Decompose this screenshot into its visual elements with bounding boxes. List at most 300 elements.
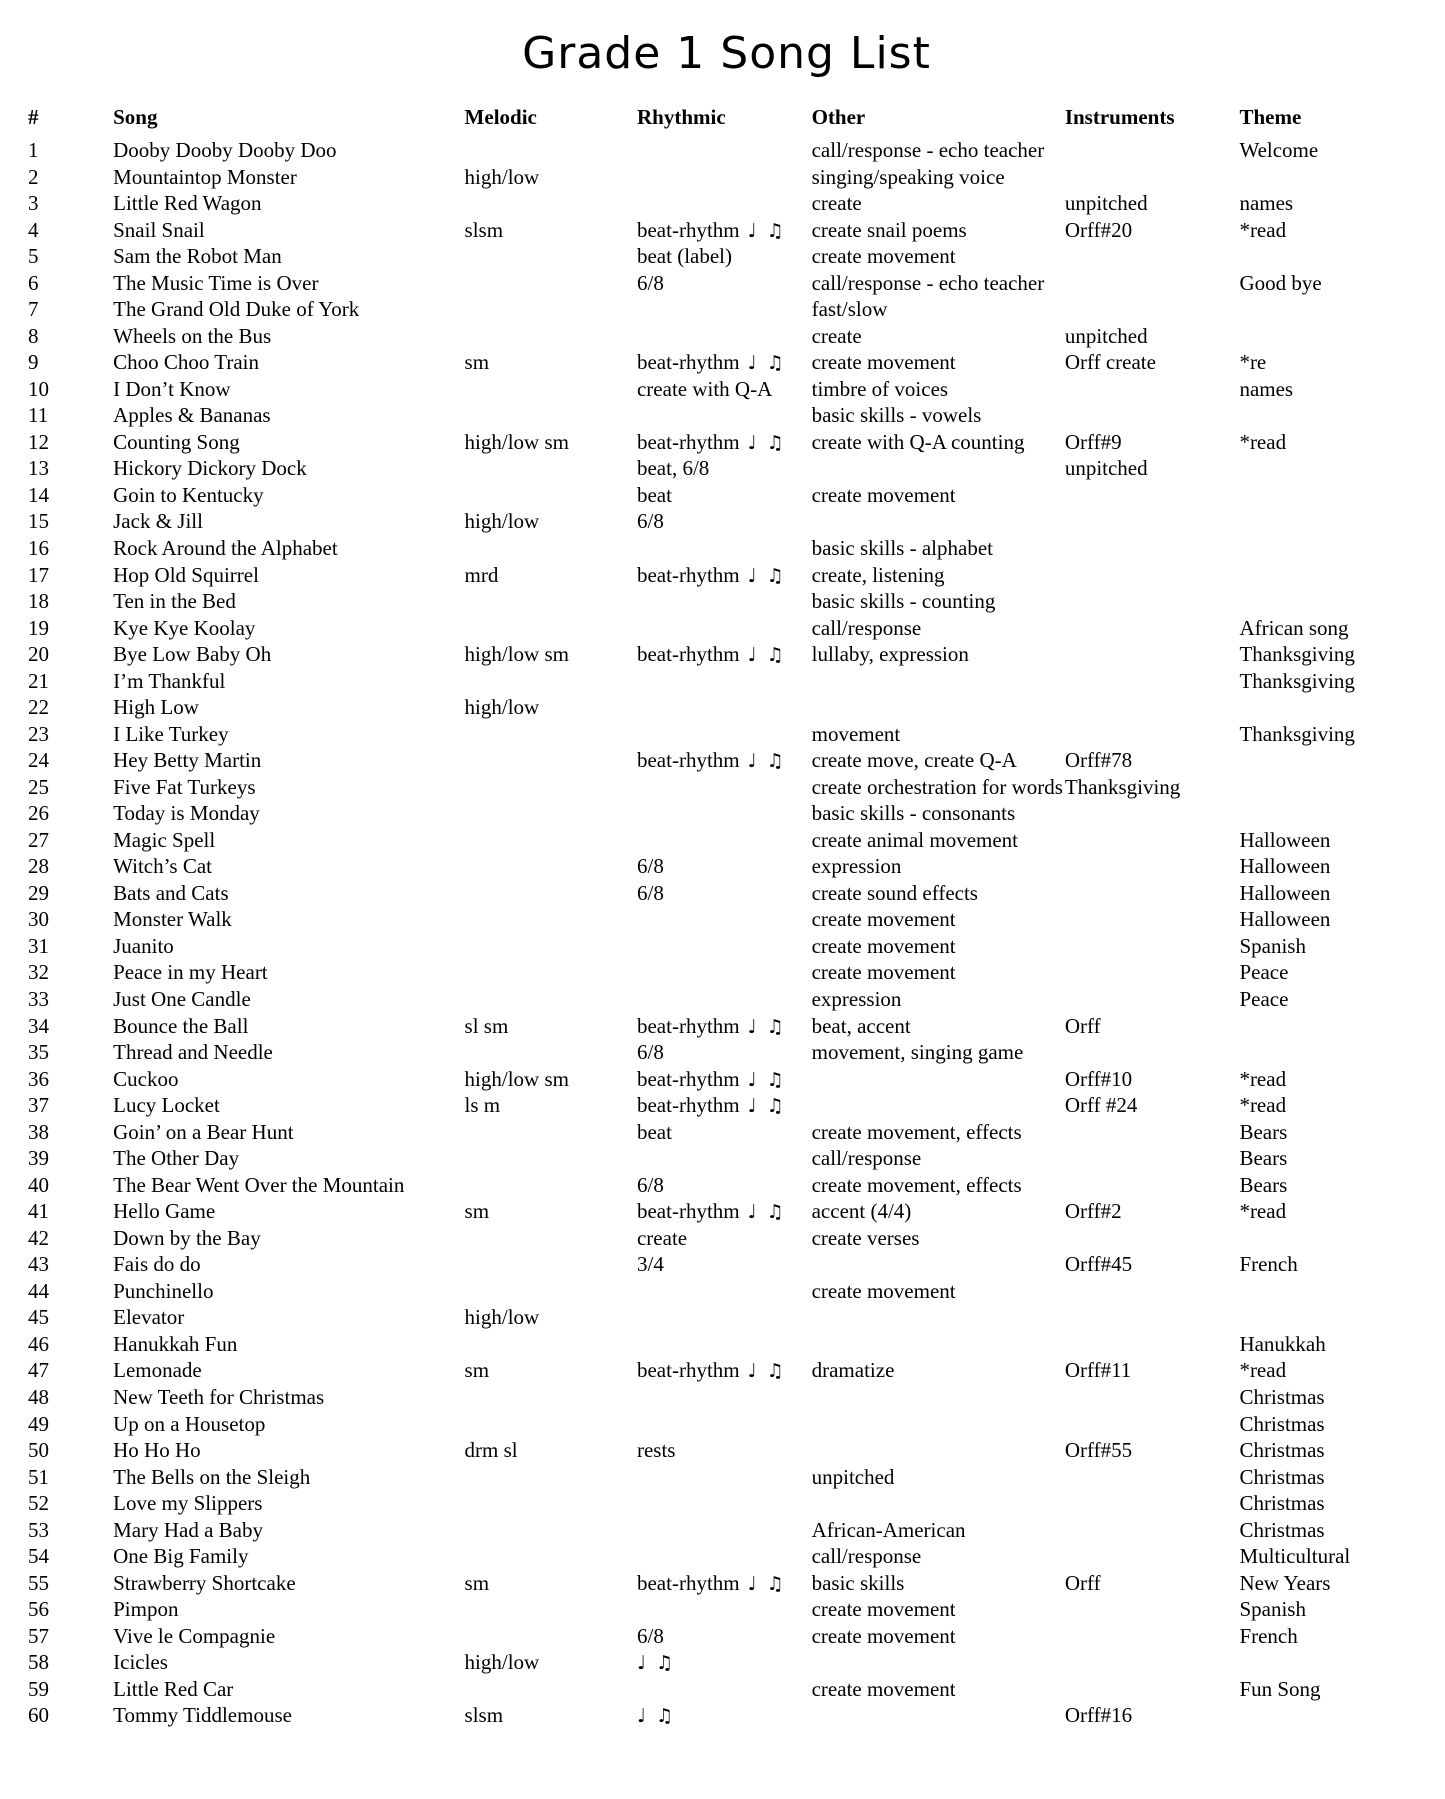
cell-melodic [465, 1492, 637, 1519]
cell-rhythmic [637, 696, 812, 723]
cell-rhythmic [637, 961, 812, 988]
cell-other [812, 1413, 1065, 1440]
cell-melodic [465, 378, 637, 405]
cell-instruments [1065, 1227, 1240, 1254]
table-header [28, 105, 1425, 139]
cell-melodic [465, 1227, 637, 1254]
cell-number: 26 [28, 801, 49, 826]
cell-other: create snail poems [811, 217, 967, 242]
cell-song: Hickory Dickory Dock [113, 456, 307, 481]
cell-other: African-American [811, 1517, 966, 1542]
cell-song: Ten in the Bed [113, 589, 236, 614]
cell-other [812, 1253, 1065, 1280]
cell-other: lullaby, expression [811, 642, 969, 667]
cell-other: basic skills - alphabet [811, 535, 993, 560]
cell-other: create movement [811, 960, 956, 985]
cell-theme: Christmas [1239, 1411, 1325, 1436]
cell-song: Peace in my Heart [113, 960, 268, 985]
cell-number: 59 [28, 1676, 49, 1701]
cell-song: Icicles [113, 1650, 168, 1675]
table-row [28, 139, 1425, 166]
cell-number: 8 [28, 323, 39, 348]
cell-song: Vive le Compagnie [113, 1623, 276, 1648]
cell-number: 18 [28, 589, 49, 614]
table-row [28, 537, 1425, 564]
table-row [28, 1678, 1425, 1705]
cell-instruments [1065, 510, 1240, 537]
cell-rhythmic: beat-rhythm ♩ ♫ [636, 1570, 786, 1595]
cell-theme: Halloween [1239, 907, 1331, 932]
cell-melodic [465, 829, 637, 856]
cell-song: High Low [113, 695, 199, 720]
cell-other: basic skills - consonants [811, 801, 1016, 826]
cell-rhythmic [637, 1147, 812, 1174]
cell-instruments [1065, 564, 1240, 591]
cell-song: Little Red Car [113, 1676, 234, 1701]
cell-theme: *read [1239, 1199, 1287, 1224]
cell-instruments [1065, 1678, 1240, 1705]
cell-melodic [465, 1598, 637, 1625]
cell-theme: Halloween [1239, 854, 1331, 879]
cell-theme: African song [1239, 615, 1349, 640]
cell-melodic [465, 1147, 637, 1174]
table-row [28, 1492, 1425, 1519]
cell-theme: Good bye [1239, 270, 1322, 295]
cell-rhythmic [637, 590, 812, 617]
cell-song: Counting Song [113, 429, 240, 454]
music-note-icon: ♩ ♫ [636, 1705, 676, 1728]
cell-instruments [1065, 1519, 1240, 1546]
cell-melodic [465, 1121, 637, 1148]
cell-melodic [465, 1625, 637, 1652]
cell-theme: Thanksgiving [1239, 721, 1355, 746]
table-row [28, 1466, 1425, 1493]
cell-number: 4 [28, 217, 39, 242]
cell-instruments [1065, 1174, 1240, 1201]
cell-song: Cuckoo [113, 1066, 179, 1091]
cell-number: 21 [28, 668, 49, 693]
cell-number: 56 [28, 1597, 49, 1622]
table-row [28, 723, 1425, 750]
cell-song: Little Red Wagon [113, 191, 262, 216]
table-row [28, 1280, 1425, 1307]
cell-song: Lucy Locket [113, 1093, 220, 1118]
cell-instruments [1065, 1333, 1240, 1360]
cell-song: Snail Snail [113, 217, 205, 242]
cell-melodic [465, 1280, 637, 1307]
cell-song: Lemonade [113, 1358, 202, 1383]
song-list-table [28, 105, 1425, 1731]
cell-other: create movement [811, 482, 956, 507]
cell-melodic [465, 961, 637, 988]
cell-melodic [465, 1678, 637, 1705]
music-note-icon: ♩ ♫ [739, 1015, 786, 1038]
cell-rhythmic: 6/8 [636, 270, 664, 295]
cell-rhythmic: rests [636, 1438, 676, 1463]
cell-other [812, 1094, 1065, 1121]
cell-rhythmic [637, 776, 812, 803]
cell-instruments: unpitched [1064, 191, 1148, 216]
cell-rhythmic [637, 723, 812, 750]
cell-other: create [811, 323, 862, 348]
cell-number: 5 [28, 244, 39, 269]
cell-rhythmic: beat, 6/8 [636, 456, 710, 481]
cell-theme: Multicultural [1239, 1544, 1351, 1569]
cell-rhythmic: beat-rhythm ♩ ♫ [636, 429, 786, 454]
cell-song: Goin to Kentucky [113, 482, 264, 507]
cell-song: Hanukkah Fun [113, 1331, 238, 1356]
table-row [28, 1598, 1425, 1625]
cell-other: singing/speaking voice [811, 164, 1005, 189]
cell-other: call/response [811, 615, 922, 640]
cell-number: 35 [28, 1040, 49, 1065]
cell-song: Bats and Cats [113, 880, 229, 905]
cell-instruments [1065, 643, 1240, 670]
table-row [28, 378, 1425, 405]
cell-other: create movement [811, 1676, 956, 1701]
cell-other: basic skills [811, 1570, 905, 1595]
table-row [28, 219, 1425, 246]
cell-song: One Big Family [113, 1544, 249, 1569]
cell-melodic: high/low [464, 1305, 540, 1330]
cell-number: 40 [28, 1172, 49, 1197]
table-row [28, 431, 1425, 458]
cell-melodic: slsm [464, 1703, 504, 1728]
cell-song: The Bells on the Sleigh [113, 1464, 311, 1489]
cell-instruments: Orff#9 [1064, 429, 1122, 454]
cell-other: create [811, 191, 862, 216]
cell-instruments [1065, 272, 1240, 299]
cell-instruments: Orff [1064, 1570, 1101, 1595]
table-row [28, 749, 1425, 776]
table-row [28, 1704, 1425, 1731]
cell-theme [1239, 1651, 1425, 1678]
cell-rhythmic [637, 1306, 812, 1333]
cell-other: create sound effects [811, 880, 978, 905]
cell-melodic [465, 988, 637, 1015]
cell-instruments [1065, 617, 1240, 644]
cell-number: 55 [28, 1570, 49, 1595]
cell-number: 19 [28, 615, 49, 640]
cell-number: 12 [28, 429, 49, 454]
cell-rhythmic: beat-rhythm ♩ ♫ [636, 1013, 786, 1038]
cell-number: 30 [28, 907, 49, 932]
table-row [28, 1572, 1425, 1599]
cell-instruments [1065, 670, 1240, 697]
cell-song: The Bear Went Over the Mountain [113, 1172, 405, 1197]
table-row [28, 1413, 1425, 1440]
table-row [28, 1519, 1425, 1546]
table-row [28, 245, 1425, 272]
cell-other [812, 1386, 1065, 1413]
cell-number: 17 [28, 562, 49, 587]
cell-instruments [1065, 1413, 1240, 1440]
cell-melodic [465, 325, 637, 352]
cell-song: Mountaintop Monster [113, 164, 297, 189]
table-row [28, 1306, 1425, 1333]
cell-theme [1239, 1306, 1425, 1333]
cell-rhythmic: beat-rhythm ♩ ♫ [636, 1066, 786, 1091]
cell-song: Bounce the Ball [113, 1013, 249, 1038]
cell-melodic [465, 749, 637, 776]
cell-number: 11 [28, 403, 49, 428]
cell-number: 48 [28, 1384, 49, 1409]
table-row [28, 457, 1425, 484]
cell-number: 57 [28, 1623, 49, 1648]
cell-other [812, 670, 1065, 697]
cell-number: 49 [28, 1411, 49, 1436]
cell-other [812, 1068, 1065, 1095]
cell-number: 27 [28, 827, 49, 852]
cell-melodic [465, 776, 637, 803]
cell-melodic [465, 1174, 637, 1201]
cell-rhythmic [637, 617, 812, 644]
table-row [28, 1147, 1425, 1174]
cell-theme: Thanksgiving [1239, 668, 1355, 693]
cell-other: call/response - echo teacher [811, 270, 1045, 295]
cell-rhythmic [637, 988, 812, 1015]
cell-number: 53 [28, 1517, 49, 1542]
cell-number: 51 [28, 1464, 49, 1489]
cell-theme [1239, 749, 1425, 776]
cell-other: accent (4/4) [811, 1199, 912, 1224]
cell-rhythmic [637, 1386, 812, 1413]
cell-rhythmic: 6/8 [636, 854, 664, 879]
cell-melodic [465, 1413, 637, 1440]
cell-melodic [465, 1466, 637, 1493]
cell-song: The Music Time is Over [113, 270, 319, 295]
cell-rhythmic [637, 670, 812, 697]
cell-theme [1239, 776, 1425, 803]
cell-instruments [1065, 1041, 1240, 1068]
table-row [28, 166, 1425, 193]
table-row [28, 1439, 1425, 1466]
music-note-icon: ♩ ♫ [739, 750, 786, 773]
cell-rhythmic [637, 935, 812, 962]
cell-number: 36 [28, 1066, 49, 1091]
cell-theme: Spanish [1239, 1597, 1306, 1622]
cell-melodic: high/low [464, 509, 540, 534]
cell-other: call/response [811, 1146, 922, 1171]
cell-rhythmic [637, 1545, 812, 1572]
cell-number: 1 [28, 138, 39, 162]
cell-rhythmic [637, 1704, 812, 1731]
table-header-row [28, 105, 1425, 139]
cell-theme [1239, 298, 1425, 325]
cell-instruments: Orff create [1064, 350, 1156, 375]
cell-song: Magic Spell [113, 827, 216, 852]
cell-number: 43 [28, 1252, 49, 1277]
cell-theme: *read [1239, 1358, 1287, 1383]
table-row [28, 1545, 1425, 1572]
cell-instruments [1065, 908, 1240, 935]
cell-other: movement, singing game [811, 1040, 1024, 1065]
cell-song: Dooby Dooby Dooby Doo [113, 138, 337, 162]
cell-number: 24 [28, 748, 49, 773]
cell-number: 44 [28, 1278, 49, 1303]
music-note-icon: ♩ ♫ [739, 564, 786, 587]
cell-instruments [1065, 1545, 1240, 1572]
cell-number: 9 [28, 350, 39, 375]
table-row [28, 961, 1425, 988]
cell-number: 20 [28, 642, 49, 667]
cell-rhythmic: beat-rhythm ♩ ♫ [636, 1093, 786, 1118]
cell-other: create with Q-A counting [811, 429, 1025, 454]
table-row [28, 1015, 1425, 1042]
cell-instruments [1065, 537, 1240, 564]
cell-melodic [465, 908, 637, 935]
cell-other [812, 457, 1065, 484]
column-header-rhythmic: Rhythmic [636, 105, 726, 129]
cell-other: create move, create Q-A [811, 748, 1017, 773]
cell-other: create orchestration for words [811, 774, 1063, 799]
cell-number: 6 [28, 270, 39, 295]
cell-song: The Grand Old Duke of York [113, 297, 360, 322]
table-row [28, 1651, 1425, 1678]
cell-theme [1239, 1015, 1425, 1042]
cell-number: 14 [28, 482, 49, 507]
cell-instruments: Orff #24 [1064, 1093, 1138, 1118]
cell-instruments: Orff#78 [1064, 748, 1133, 773]
cell-melodic [465, 617, 637, 644]
cell-other: basic skills - vowels [811, 403, 982, 428]
cell-number: 54 [28, 1544, 49, 1569]
cell-theme [1239, 564, 1425, 591]
cell-rhythmic [637, 1492, 812, 1519]
table-row [28, 510, 1425, 537]
music-note-icon: ♩ ♫ [739, 1095, 786, 1118]
cell-theme [1239, 166, 1425, 193]
cell-rhythmic: 6/8 [636, 509, 664, 534]
cell-number: 15 [28, 509, 49, 534]
table-row [28, 1121, 1425, 1148]
cell-rhythmic: beat-rhythm ♩ ♫ [636, 1199, 786, 1224]
cell-other: unpitched [811, 1464, 895, 1489]
cell-number: 46 [28, 1331, 49, 1356]
cell-instruments [1065, 1651, 1240, 1678]
cell-rhythmic [637, 298, 812, 325]
cell-theme: Christmas [1239, 1517, 1325, 1542]
cell-song: Wheels on the Bus [113, 323, 272, 348]
cell-song: Five Fat Turkeys [113, 774, 256, 799]
cell-rhythmic: 6/8 [636, 1623, 664, 1648]
cell-number: 23 [28, 721, 49, 746]
table-row [28, 696, 1425, 723]
cell-rhythmic [637, 1413, 812, 1440]
cell-rhythmic: create [636, 1225, 688, 1250]
cell-other: create movement [811, 933, 956, 958]
cell-rhythmic: beat-rhythm ♩ ♫ [636, 217, 786, 242]
cell-instruments [1065, 1492, 1240, 1519]
cell-melodic: mrd [464, 562, 499, 587]
cell-rhythmic [637, 192, 812, 219]
cell-song: Down by the Bay [113, 1225, 261, 1250]
table-row [28, 776, 1425, 803]
cell-number: 22 [28, 695, 49, 720]
cell-rhythmic: beat-rhythm ♩ ♫ [636, 1358, 786, 1383]
table-body [28, 139, 1425, 1731]
music-note-icon: ♩ ♫ [739, 1360, 786, 1383]
cell-theme: Spanish [1239, 933, 1306, 958]
cell-song: Just One Candle [113, 987, 251, 1011]
cell-instruments: unpitched [1064, 456, 1148, 481]
cell-theme: *read [1239, 429, 1287, 454]
cell-other: beat, accent [811, 1013, 911, 1038]
cell-theme: Bears [1239, 1172, 1288, 1197]
cell-other: create movement [811, 1597, 956, 1622]
cell-song: Juanito [113, 933, 174, 958]
table-row [28, 643, 1425, 670]
cell-song: Punchinello [113, 1278, 214, 1303]
cell-number: 10 [28, 376, 49, 401]
cell-instruments [1065, 1386, 1240, 1413]
column-header-theme: Theme [1239, 105, 1302, 129]
table-row [28, 404, 1425, 431]
cell-melodic: ls m [464, 1093, 501, 1118]
cell-song: Hello Game [113, 1199, 216, 1224]
table-row [28, 1174, 1425, 1201]
music-note-icon: ♩ ♫ [636, 1652, 676, 1675]
cell-melodic: high/low [464, 164, 540, 189]
cell-theme [1239, 537, 1425, 564]
table-row [28, 1625, 1425, 1652]
cell-melodic: sm [464, 1199, 490, 1224]
cell-rhythmic [637, 537, 812, 564]
cell-instruments [1065, 1625, 1240, 1652]
cell-other [812, 696, 1065, 723]
cell-song: Ho Ho Ho [113, 1438, 201, 1463]
cell-song: The Other Day [113, 1146, 240, 1171]
cell-number: 29 [28, 880, 49, 905]
cell-instruments [1065, 1306, 1240, 1333]
cell-number: 41 [28, 1199, 49, 1224]
table-row [28, 882, 1425, 909]
cell-instruments [1065, 988, 1240, 1015]
cell-instruments [1065, 404, 1240, 431]
cell-melodic [465, 855, 637, 882]
cell-number: 60 [28, 1703, 49, 1728]
table-row [28, 351, 1425, 378]
cell-other [812, 1333, 1065, 1360]
table-row [28, 1200, 1425, 1227]
cell-instruments: Orff#55 [1064, 1438, 1133, 1463]
cell-theme: names [1239, 376, 1294, 401]
cell-number: 47 [28, 1358, 49, 1383]
cell-instruments [1065, 298, 1240, 325]
table-row [28, 802, 1425, 829]
cell-rhythmic [637, 829, 812, 856]
column-header-melodic: Melodic [464, 105, 537, 129]
cell-other: create movement, effects [811, 1172, 1022, 1197]
column-header-number: # [28, 105, 39, 129]
cell-theme: French [1239, 1623, 1298, 1648]
cell-other: expression [811, 987, 902, 1011]
cell-number: 25 [28, 774, 49, 799]
cell-melodic [465, 1545, 637, 1572]
cell-number: 50 [28, 1438, 49, 1463]
cell-other: fast/slow [811, 297, 888, 322]
cell-rhythmic: beat [636, 482, 672, 507]
cell-instruments [1065, 1121, 1240, 1148]
cell-instruments [1065, 829, 1240, 856]
cell-number: 13 [28, 456, 49, 481]
cell-song: Strawberry Shortcake [113, 1570, 296, 1595]
column-header-instruments: Instruments [1064, 105, 1175, 129]
cell-song: I Like Turkey [113, 721, 229, 746]
cell-melodic [465, 882, 637, 909]
cell-song: I’m Thankful [113, 668, 226, 693]
cell-theme: Thanksgiving [1239, 642, 1355, 667]
